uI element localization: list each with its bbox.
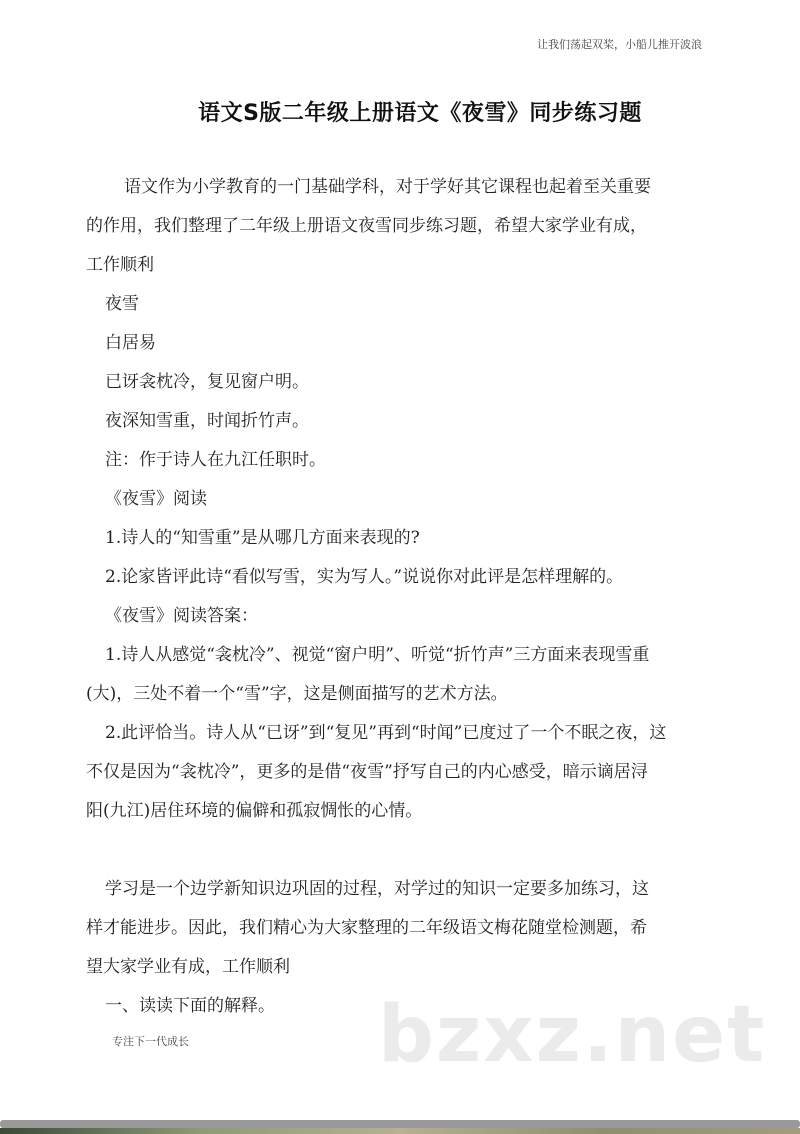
- text-line: 望大家学业有成，工作顺利: [86, 957, 290, 977]
- text-line: 的作用，我们整理了二年级上册语文夜雪同步练习题，希望大家学业有成，: [86, 216, 647, 236]
- text-line: 注：作于诗人在九江任职时。: [105, 450, 326, 470]
- text-line: (大)，三处不着一个“雪”字，这是侧面描写的艺术方法。: [86, 684, 508, 704]
- document-title: 语文S版二年级上册语文《夜雪》同步练习题: [198, 101, 642, 126]
- horizontal-scrollbar[interactable]: [0, 1120, 800, 1128]
- text-line: 一、读读下面的解释。: [105, 996, 275, 1016]
- text-line: 学习是一个边学新知识边巩固的过程，对学过的知识一定要多加练习，这: [105, 879, 649, 899]
- text-line: 1.诗人从感觉“衾枕冷”、视觉“窗户明”、听觉“折竹声”三方面来表现雪重: [105, 645, 650, 665]
- text-line: 不仅是因为“衾枕冷”，更多的是借“夜雪”抒写自己的内心感受，暗示谪居浔: [86, 762, 648, 782]
- watermark: bzxz.net: [378, 990, 767, 1080]
- text-line: 语文作为小学教育的一门基础学科，对于学好其它课程也起着至关重要: [124, 177, 651, 197]
- text-line: 1.诗人的“知雪重”是从哪几方面来表现的?: [105, 528, 420, 548]
- page-header: 让我们荡起双桨，小船儿推开波浪: [537, 38, 702, 51]
- text-line: 阳(九江)居住环境的偏僻和孤寂惆怅的心情。: [86, 801, 423, 821]
- text-line: 工作顺利: [86, 255, 154, 275]
- background-image-strip: [0, 1128, 800, 1134]
- text-line: 样才能进步。因此，我们精心为大家整理的二年级语文梅花随堂检测题，希: [86, 918, 647, 938]
- text-line: 《夜雪》阅读: [105, 489, 207, 509]
- text-line: 白居易: [105, 333, 156, 353]
- text-line: 夜深知雪重，时闻折竹声。: [105, 411, 309, 431]
- text-line: 2.论家皆评此诗“看似写雪，实为写人。”说说你对此评是怎样理解的。: [105, 567, 624, 587]
- page-footer: 专注下一代成长: [112, 1035, 189, 1048]
- text-line: 夜雪: [105, 294, 139, 314]
- text-line: 已讶衾枕冷，复见窗户明。: [105, 372, 309, 392]
- text-line: 《夜雪》阅读答案：: [105, 606, 258, 626]
- text-line: 2.此评恰当。诗人从“已讶”到“复见”再到“时闻”已度过了一个不眠之夜，这: [105, 723, 667, 743]
